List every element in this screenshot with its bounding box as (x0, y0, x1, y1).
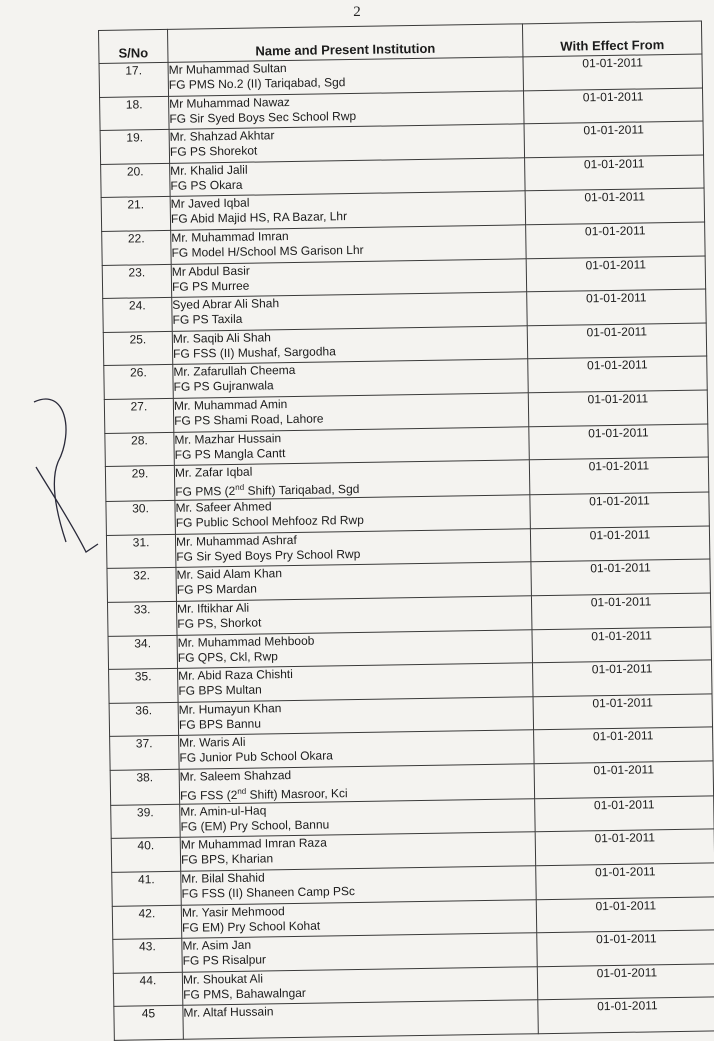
row-effective-date: 01-01-2011 (527, 323, 707, 359)
person-name: Mr. Bilal Shahid (181, 870, 265, 886)
institution-name: FG FSS (2nd Shift) Masroor, Kci (179, 786, 348, 803)
row-sno: 27. (104, 398, 174, 433)
row-effective-date: 01-01-2011 (534, 727, 714, 763)
row-sno: 43. (113, 939, 183, 974)
row-effective-date: 01-01-2011 (529, 424, 709, 460)
person-name: Mr. Iftikhar Ali (176, 600, 250, 616)
row-effective-date: 01-01-2011 (527, 289, 707, 325)
row-sno: 29. (105, 465, 175, 501)
row-effective-date: 01-01-2011 (532, 626, 712, 662)
page-number: 2 (353, 4, 361, 20)
institution-name: FG PMS No.2 (II) Tariqabad, Sgd (168, 75, 346, 92)
row-name-institution (168, 57, 523, 96)
person-name: Mr. Said Alam Khan (176, 566, 283, 583)
person-name: Mr. Muhammad Ashraf (175, 532, 297, 549)
row-name-institution (170, 191, 525, 230)
row-sno: 19. (100, 130, 170, 165)
institution-name: FG Junior Pub School Okara (179, 748, 333, 766)
row-name-institution (173, 393, 528, 432)
institution-name: FG PS Taxila (172, 311, 243, 328)
row-name-institution (182, 967, 537, 1006)
row-name-institution (170, 158, 525, 197)
row-effective-date: 01-01-2011 (532, 660, 712, 696)
row-effective-date: 01-01-2011 (538, 997, 714, 1033)
row-name-institution (181, 866, 536, 905)
person-name: Mr. Muhammad Amin (173, 397, 288, 413)
row-effective-date: 01-01-2011 (535, 829, 714, 865)
row-sno: 39. (111, 804, 181, 839)
row-effective-date: 01-01-2011 (531, 559, 711, 595)
row-name-institution (171, 258, 526, 297)
row-effective-date: 01-01-2011 (530, 492, 710, 528)
person-name: Mr. Waris Ali (179, 735, 246, 751)
row-sno: 30. (106, 500, 176, 535)
header-with-effect-from: With Effect From (522, 21, 701, 57)
row-sno: 34. (108, 635, 178, 670)
institution-name: FG PS Shorekot (169, 143, 258, 160)
institution-name: FG PMS (2nd Shift) Tariqabad, Sgd (175, 482, 360, 499)
institution-name: FG PS Mangla Cantt (174, 445, 286, 462)
person-name: Mr. Asim Jan (182, 937, 252, 954)
row-effective-date: 01-01-2011 (537, 964, 714, 1000)
institution-name: FG PS Okara (170, 177, 243, 193)
row-sno: 35. (109, 668, 179, 703)
institution-name: FG Abid Majid HS, RA Bazar, Lhr (170, 209, 348, 227)
row-sno: 36. (109, 702, 179, 737)
handwritten-pen-mark (26, 392, 106, 562)
row-effective-date: 01-01-2011 (528, 390, 708, 426)
person-name: Mr. Shahzad Akhtar (169, 128, 275, 145)
row-name-institution (183, 1000, 538, 1039)
row-name-institution (176, 562, 531, 601)
institution-name: FG FSS (II) Shaneen Camp PSc (181, 884, 356, 901)
institution-name: FG BPS Bannu (178, 716, 262, 732)
person-name: Mr. Khalid Jalil (170, 162, 248, 178)
row-effective-date: 01-01-2011 (524, 88, 704, 124)
institution-name: FG EM) Pry School Kohat (181, 918, 321, 935)
person-name: Mr Javed Iqbal (170, 196, 250, 212)
institution-name: FG PS, Shorkot (177, 615, 262, 631)
row-effective-date: 01-01-2011 (536, 863, 714, 899)
institution-name: FG PS Risalpur (182, 952, 267, 969)
row-sno: 38. (110, 769, 180, 805)
institution-name: FG PS Shami Road, Lahore (174, 411, 324, 428)
row-effective-date: 01-01-2011 (533, 694, 713, 730)
row-effective-date: 01-01-2011 (525, 188, 705, 224)
row-name-institution (172, 292, 527, 331)
institution-name: FG PS Mardan (176, 581, 257, 598)
row-name-institution (180, 799, 535, 838)
institution-name: FG PMS, Bahawalngar (183, 985, 306, 1002)
institution-name: FG Sir Syed Boys Pry School Rwp (176, 546, 361, 564)
row-effective-date: 01-01-2011 (534, 761, 714, 799)
row-effective-date: 01-01-2011 (526, 256, 706, 292)
person-name: Mr. Muhammad Mehboob (177, 633, 315, 650)
header-name-institution: Name and Present Institution (167, 24, 522, 63)
row-effective-date: 01-01-2011 (523, 54, 703, 90)
row-name-institution (174, 426, 529, 465)
row-name-institution (178, 663, 533, 702)
institution-name: FG QPS, Ckl, Rwp (177, 648, 278, 665)
row-name-institution (172, 326, 527, 365)
row-sno: 40. (111, 838, 181, 873)
person-name: Mr. Yasir Mehmood (181, 903, 285, 920)
row-name-institution (171, 225, 526, 264)
row-name-institution (179, 730, 534, 769)
row-sno: 44. (113, 972, 183, 1007)
row-sno: 17. (99, 62, 169, 97)
person-name: Mr Muhammad Imran Raza (180, 835, 327, 853)
row-name-institution (175, 495, 530, 534)
institution-name: FG FSS (II) Mushaf, Sargodha (172, 344, 336, 361)
row-name-institution (176, 596, 531, 635)
row-name-institution (181, 899, 536, 938)
row-effective-date: 01-01-2011 (525, 155, 705, 191)
row-effective-date: 01-01-2011 (537, 930, 714, 966)
row-effective-date: 01-01-2011 (531, 593, 711, 629)
row-sno: 21. (101, 197, 171, 232)
person-name: Syed Abrar Ali Shah (172, 296, 280, 313)
institution-name: FG BPS Multan (178, 682, 262, 698)
row-effective-date: 01-01-2011 (529, 457, 709, 495)
person-name: Mr. Zafar Iqbal (174, 464, 253, 480)
row-effective-date: 01-01-2011 (535, 796, 714, 832)
person-name: Mr. Muhammad Imran (171, 229, 289, 245)
roster-sheet (98, 21, 714, 1041)
person-name: Mr. Amin-ul-Haq (180, 803, 267, 819)
row-effective-date: 01-01-2011 (524, 121, 704, 157)
institution-name: FG (EM) Pry School, Bannu (180, 817, 330, 834)
row-name-institution (174, 460, 530, 501)
row-sno: 31. (106, 534, 176, 569)
institution-name: FG BPS, Kharian (180, 851, 274, 868)
person-name: Mr Muhammad Sultan (168, 61, 287, 77)
institution-name: FG Model H/School MS Garison Lhr (171, 242, 364, 260)
ordinal-suffix: nd (235, 482, 245, 493)
row-sno: 42. (112, 905, 182, 940)
table-body (99, 54, 714, 1040)
row-sno: 23. (102, 264, 172, 299)
person-name: Mr. Saqib Ali Shah (172, 330, 272, 346)
ordinal-suffix: nd (237, 786, 247, 796)
header-sno: S/No (99, 29, 169, 63)
person-name: Mr. Safeer Ahmed (175, 499, 272, 515)
person-name: Mr. Shoukat Ali (182, 971, 264, 987)
person-name: Mr Abdul Basir (171, 263, 250, 279)
person-name: Mr. Zafarullah Cheema (173, 363, 296, 380)
institution-name: FG PS Murree (171, 278, 250, 294)
row-sno: 41. (112, 871, 182, 906)
row-name-institution (179, 764, 535, 805)
row-sno: 33. (107, 601, 177, 636)
person-name: Mr. Abid Raza Chishti (178, 667, 293, 683)
row-sno: 24. (103, 298, 173, 333)
row-sno: 45 (114, 1006, 184, 1041)
row-name-institution (173, 359, 528, 398)
row-name-institution (178, 696, 533, 735)
row-name-institution (169, 124, 524, 163)
row-name-institution (177, 629, 532, 668)
person-name: Mr Muhammad Nawaz (169, 94, 290, 111)
row-sno: 32. (107, 568, 177, 603)
person-name: Mr. Saleem Shahzad (179, 767, 292, 784)
row-name-institution (169, 90, 524, 129)
person-name: Mr. Altaf Hussain (183, 1004, 274, 1021)
row-effective-date: 01-01-2011 (530, 526, 710, 562)
row-sno: 22. (102, 230, 172, 265)
row-sno: 18. (100, 96, 170, 131)
person-name: Mr. Mazhar Hussain (174, 430, 282, 447)
institution-name: FG PS Gujranwala (173, 378, 274, 395)
row-effective-date: 01-01-2011 (528, 356, 708, 392)
row-name-institution (175, 528, 530, 567)
institution-name: FG Public School Mehfooz Rd Rwp (175, 513, 364, 530)
row-sno: 25. (103, 331, 173, 366)
row-sno: 28. (105, 432, 175, 467)
person-name: Mr. Humayun Khan (178, 700, 282, 717)
roster-table (98, 21, 714, 1041)
institution-name: FG Sir Syed Boys Sec School Rwp (169, 108, 357, 126)
row-effective-date: 01-01-2011 (536, 897, 714, 933)
row-sno: 37. (110, 736, 180, 771)
row-name-institution (180, 832, 535, 871)
row-sno: 26. (104, 365, 174, 400)
row-effective-date: 01-01-2011 (526, 222, 706, 258)
row-name-institution (182, 933, 537, 972)
row-sno: 20. (101, 163, 171, 198)
